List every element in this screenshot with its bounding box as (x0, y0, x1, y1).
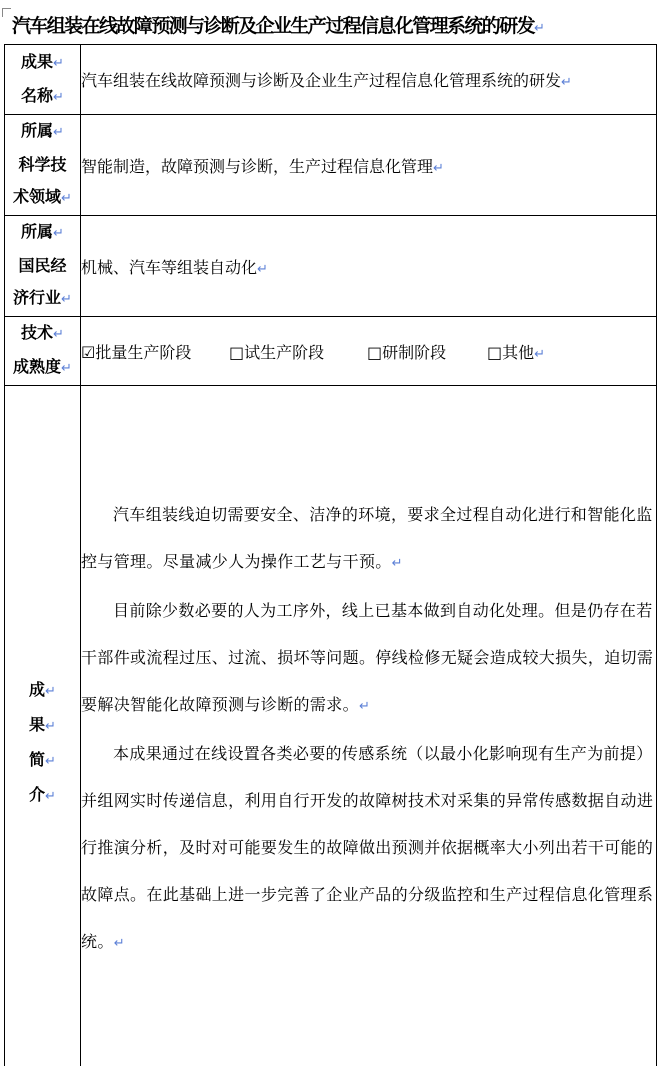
paragraph-mark-icon: ↵ (53, 89, 64, 105)
summary-paragraph-text: 汽车组装线迫切需要安全、洁净的环境，要求全过程自动化进行和智能化监控与管理。尽量减少人为操作工艺与干预。 (81, 504, 653, 571)
label-line: 术领域 (13, 187, 62, 206)
industry-text: 机械、汽车等组装自动化 (81, 257, 258, 277)
paragraph-mark-icon: ↵ (534, 346, 546, 362)
achievement-table (4, 44, 657, 1066)
paragraph-mark-icon: ↵ (61, 191, 72, 206)
paragraph-mark-icon: ↵ (53, 226, 64, 241)
label-line: 技术 (21, 323, 54, 342)
label-line: 名称 (21, 85, 54, 105)
paragraph-mark-icon: ↵ (358, 698, 371, 714)
document-title (12, 10, 652, 42)
label-science-field (5, 115, 81, 216)
paragraph-mark-icon: ↵ (45, 753, 56, 769)
summary-paragraph (81, 587, 656, 730)
summary-paragraph-text: 本成果通过在线设置各类必要的传感系统（以最小化影响现有生产为前提）并组网实时传递信息，利用自行开发的故障树技术对采集的异常传感数据自动进行推演分析，及时对可能要发生的故障做出预测并依据概率大小列出若干可能的故障点。在此基础上进一步完善了企业产品的分级监控和生产过程信息化管理系统。 (81, 743, 654, 951)
label-line: 成果 (21, 51, 54, 71)
paragraph-mark-icon: ↵ (45, 718, 56, 734)
label-achievement-name (5, 45, 81, 115)
label-char: 简 (29, 749, 46, 769)
label-maturity (5, 317, 81, 386)
paragraph-mark-icon: ↵ (257, 261, 268, 277)
paragraph-mark-icon: ↵ (45, 683, 56, 699)
unchecked-box-icon[interactable]: □ (367, 342, 383, 362)
label-line: 成熟度 (13, 357, 62, 376)
unchecked-box-icon[interactable]: □ (487, 342, 503, 362)
stage-label: 试生产阶段 (244, 342, 325, 362)
science-field-text: 智能制造，故障预测与诊断，生产过程信息化管理 (81, 156, 434, 176)
achievement-name-text: 汽车组装在线故障预测与诊断及企业生产过程信息化管理系统的研发 (81, 71, 562, 90)
paragraph-mark-icon: ↵ (561, 75, 572, 90)
stage-label: 研制阶段 (382, 342, 447, 362)
label-line: 所属 (21, 222, 54, 241)
summary-paragraph (81, 730, 656, 967)
unchecked-box-icon[interactable]: □ (229, 342, 245, 362)
value-maturity (81, 317, 657, 386)
label-line: 济行业 (13, 288, 62, 307)
label-industry (5, 216, 81, 317)
row-science-field (5, 115, 657, 216)
checked-box-icon[interactable]: ☑ (81, 342, 96, 362)
value-summary (81, 386, 657, 1066)
maturity-options (81, 340, 656, 363)
paragraph-mark-icon: ↵ (53, 55, 64, 71)
row-industry (5, 216, 657, 317)
label-char: 成 (29, 679, 46, 699)
stage-option-mass-production[interactable] (81, 340, 229, 363)
summary-paragraph (81, 491, 656, 587)
value-industry (81, 216, 657, 317)
label-line: 所属 (21, 121, 54, 140)
title-text: 汽车组装在线故障预测与诊断及企业生产过程信息化管理系统的研发 (12, 15, 535, 37)
stage-label: 其他 (502, 342, 535, 362)
summary-paragraph-text: 目前除少数必要的人为工序外，线上已基本做到自动化处理。但是仍存在若干部件或流程过压、过流、损坏等问题。停线检修无疑会造成较大损失，迫切需要解决智能化故障预测与诊断的需求。 (81, 600, 654, 714)
stage-option-development[interactable] (367, 340, 487, 363)
label-char: 果 (29, 714, 46, 734)
stage-label: 批量生产阶段 (95, 342, 192, 362)
paragraph-mark-icon: ↵ (61, 292, 72, 307)
label-summary (5, 386, 81, 1066)
paragraph-mark-icon: ↵ (113, 935, 125, 951)
paragraph-mark-icon: ↵ (391, 555, 403, 571)
corner-crop-mark (2, 8, 11, 17)
value-achievement-name (81, 45, 657, 115)
label-line: 科学技 (18, 155, 67, 174)
stage-option-other[interactable] (487, 340, 545, 363)
row-summary (5, 386, 657, 1066)
paragraph-mark-icon: ↵ (53, 327, 64, 342)
label-line: 国民经 (18, 256, 67, 275)
paragraph-mark-icon: ↵ (61, 361, 72, 376)
row-maturity (5, 317, 657, 386)
stage-option-trial-production[interactable] (229, 340, 367, 363)
row-achievement-name (5, 45, 657, 115)
paragraph-mark-icon: ↵ (433, 160, 444, 176)
paragraph-mark-icon: ↵ (534, 21, 544, 36)
label-char: 介 (29, 784, 46, 804)
paragraph-mark-icon: ↵ (45, 788, 56, 804)
value-science-field (81, 115, 657, 216)
paragraph-mark-icon: ↵ (53, 125, 64, 140)
